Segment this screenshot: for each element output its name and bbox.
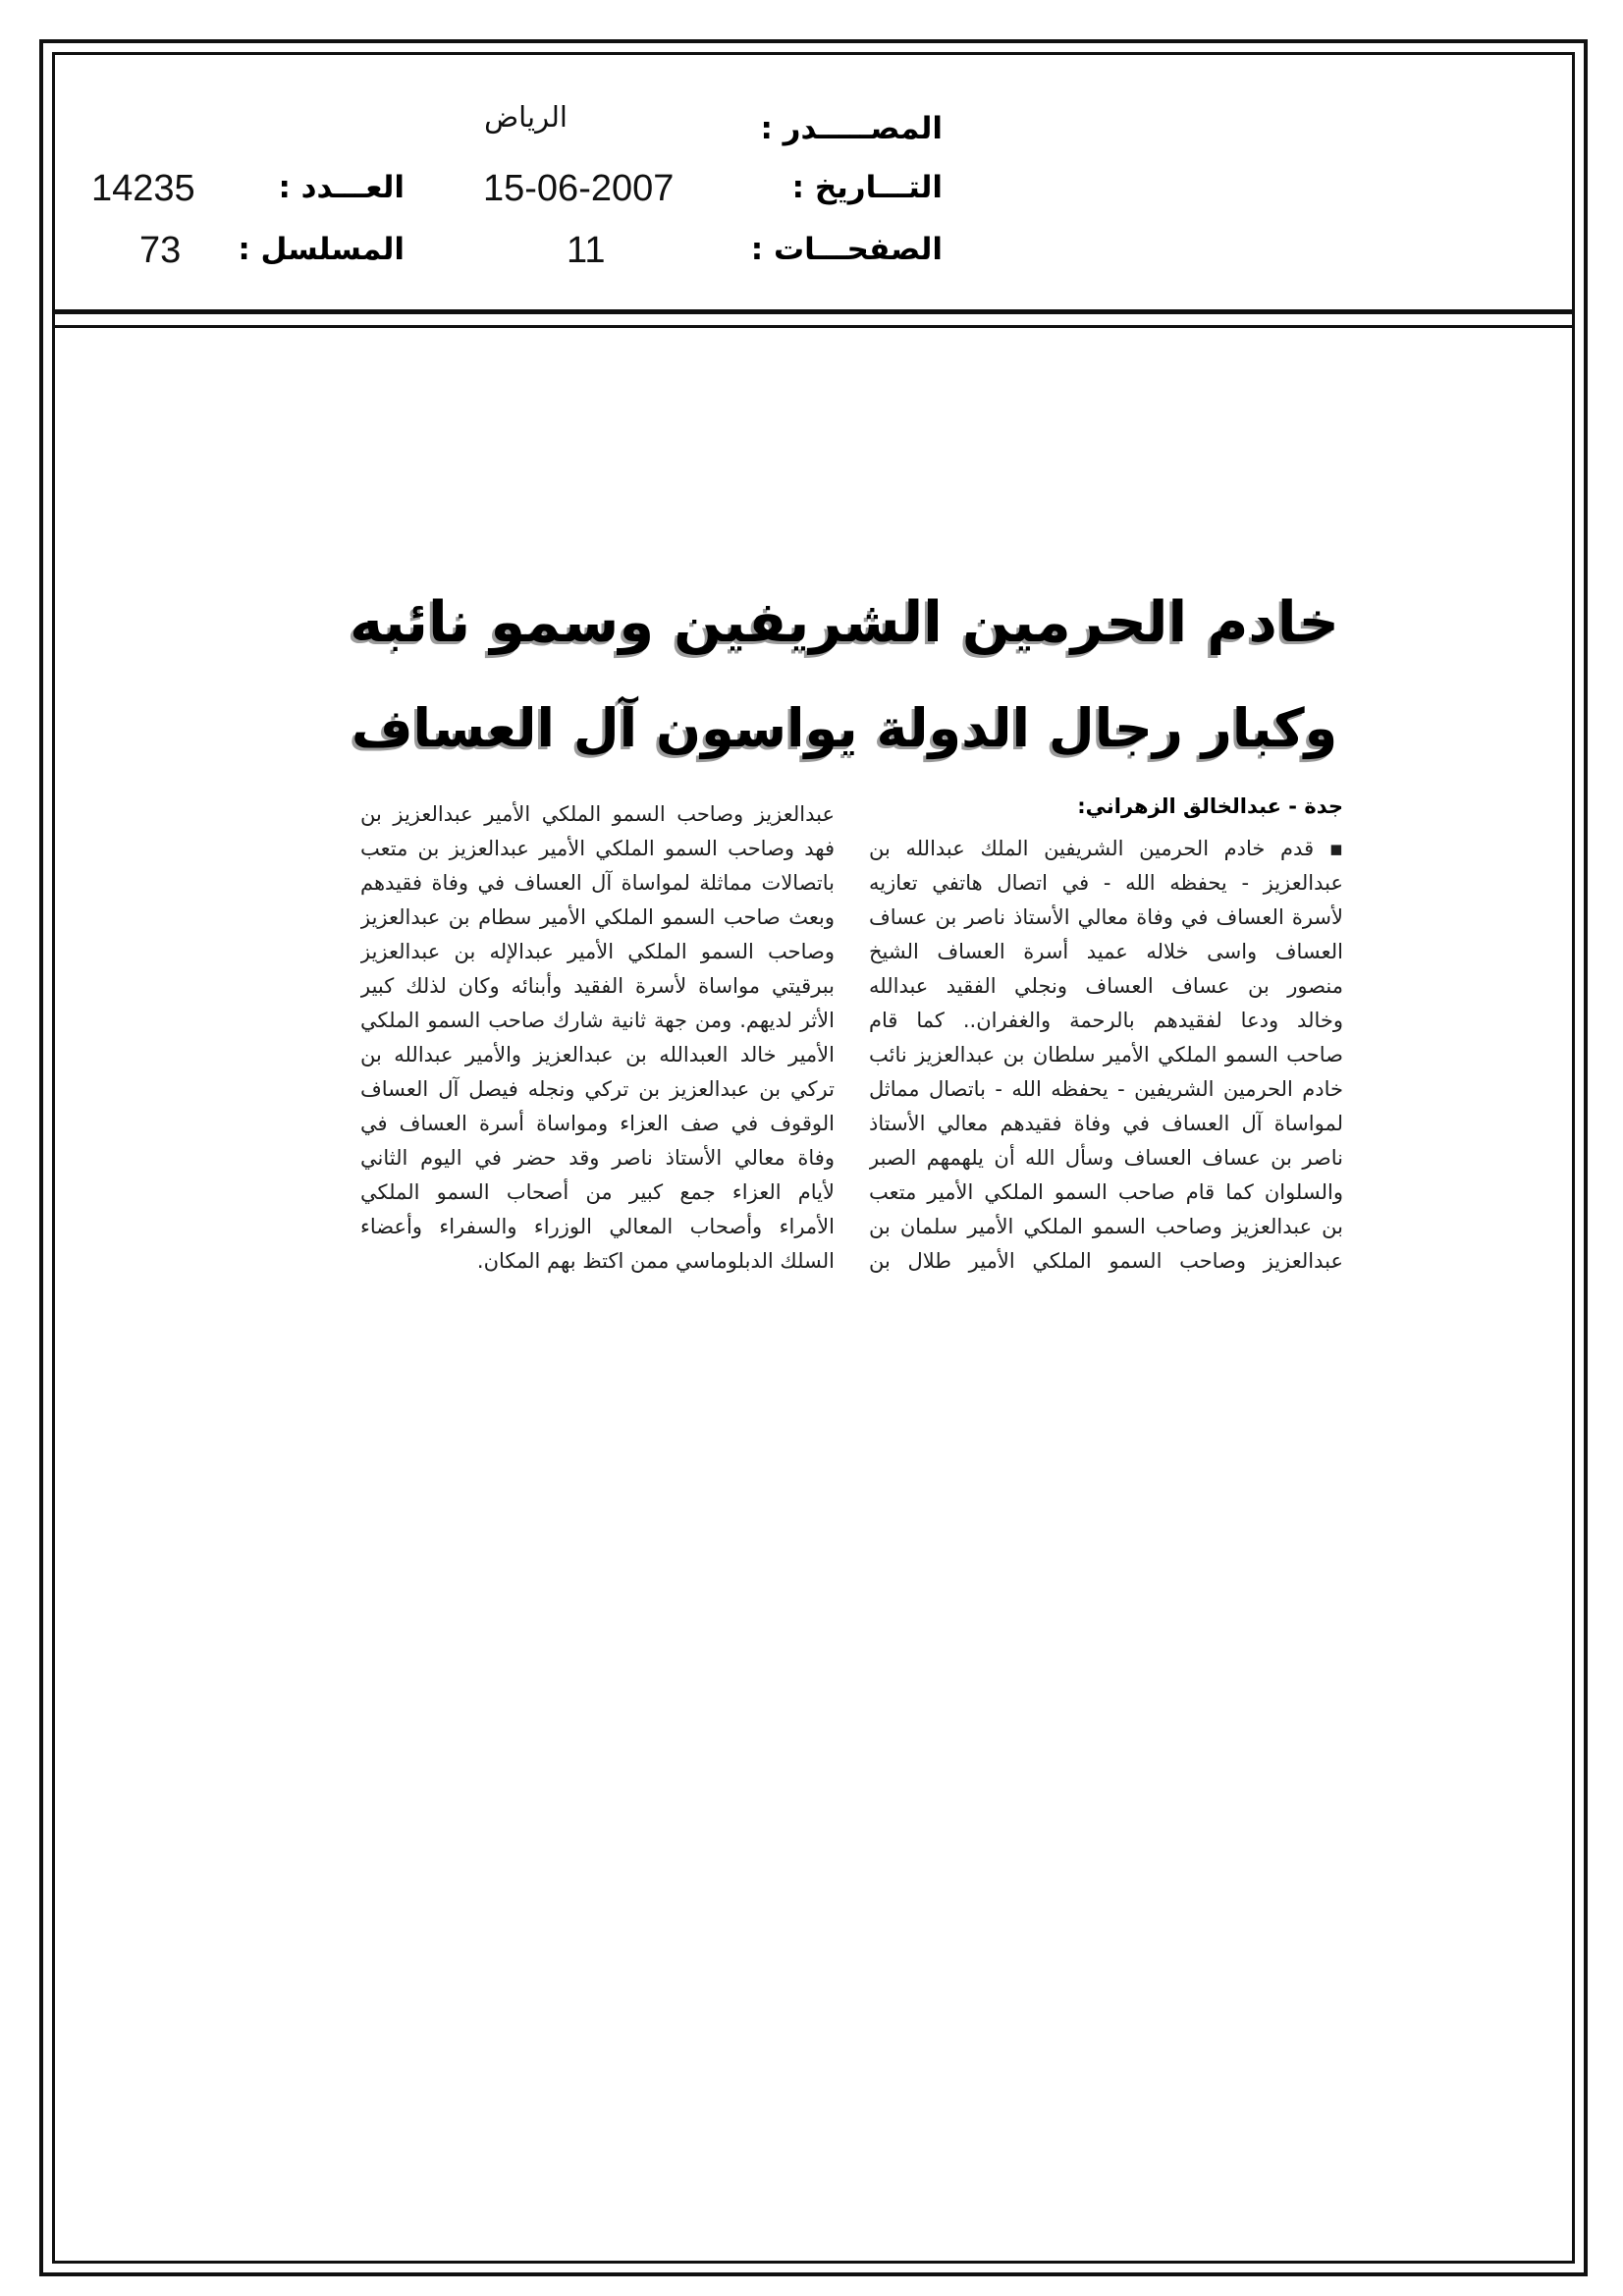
article-text-line: منصور بن عساف العساف ونجلي الفقيد عبدالله — [869, 974, 1343, 998]
pages-label: الصفحـــات : — [750, 232, 943, 267]
clipping-header — [0, 0, 1623, 334]
date-label: التـــاريخ : — [791, 170, 943, 205]
article-text-line: باتصالات مماثلة لمواساة آل العساف في وفاة فقيدهم — [360, 871, 835, 895]
article-text-line: بن عبدالعزيز وصاحب السمو الملكي الأمير سلمان بن — [869, 1215, 1343, 1238]
article-text-line: ناصر بن عساف العساف وسأل الله أن يلهمهم الصبر — [869, 1146, 1343, 1170]
article-text-line: وخالد ودعا لفقيدهم بالرحمة والغفران.. كما قام — [869, 1009, 1343, 1032]
article-text-line: وبعث صاحب السمو الملكي الأمير سطام بن عبدالعزيز — [360, 905, 835, 929]
article-text-line: الأثر لديهم. ومن جهة ثانية شارك صاحب السمو الملكي — [360, 1009, 835, 1032]
headline-line: خادم الحرمين الشريفين وسمو نائبه — [350, 589, 1339, 655]
date-value: 15-06-2007 — [483, 168, 675, 209]
issue-number-value: 14235 — [91, 168, 195, 209]
article-text-line: فهد وصاحب السمو الملكي الأمير عبدالعزيز بن متعب — [360, 837, 835, 860]
pages-value: 11 — [567, 230, 606, 271]
article-text-line: عبدالعزيز وصاحب السمو الملكي الأمير عبدالعزيز بن — [360, 802, 835, 826]
article-text-line: عبدالعزيز وصاحب السمو الملكي الأمير طلال بن — [869, 1249, 1343, 1273]
article-column-right — [869, 790, 1343, 1279]
article-text-line: ▪ قدم خادم الحرمين الشريفين الملك عبدالله بن — [869, 837, 1343, 860]
article-byline: جدة - عبدالخالق الزهراني: — [1077, 794, 1343, 818]
article-text-line: السلك الدبلوماسي ممن اكتظ بهم المكان. — [476, 1249, 835, 1273]
article-text-line: خادم الحرمين الشريفين - يحفظه الله - باتصال مماثل — [869, 1077, 1343, 1101]
article-text-line: وفاة معالي الأستاذ ناصر وقد حضر في اليوم الثاني — [360, 1146, 835, 1170]
article-text-line: صاحب السمو الملكي الأمير سلطان بن عبدالعزيز نائب — [869, 1043, 1343, 1066]
article-text-line: ببرقيتي مواساة لأسرة الفقيد وأبنائه وكان لذلك كبير — [360, 974, 835, 998]
headline-line: وكبار رجال الدولة يواسون آل العساف — [351, 697, 1338, 759]
article-text-line: لأسرة العساف في وفاة معالي الأستاذ ناصر بن عساف — [869, 905, 1343, 929]
article-text-line: العساف واسى خلاله عميد أسرة العساف الشيخ — [869, 940, 1343, 963]
article-headline — [349, 570, 1340, 782]
article-text-line: لأيام العزاء جمع كبير من أصحاب السمو الملكي — [360, 1180, 835, 1204]
article-column-left — [360, 797, 835, 1279]
article-text-line: عبدالعزيز - يحفظه الله - في اتصال هاتفي تعازيه — [869, 871, 1343, 895]
article-text-line: والسلوان كما قام صاحب السمو الملكي الأمير متعب — [869, 1180, 1343, 1204]
source-value: الرياض — [484, 100, 568, 134]
article-text-line: الأمراء وأصحاب المعالي الوزراء والسفراء وأعضاء — [360, 1215, 835, 1238]
serial-label: المسلسل : — [238, 232, 405, 267]
serial-value: 73 — [139, 230, 182, 271]
issue-number-label: العـــدد : — [278, 170, 405, 205]
article-text-line: تركي بن عبدالعزيز بن تركي ونجله فيصل آل العساف — [360, 1077, 835, 1101]
source-label: المصـــــدر : — [760, 111, 943, 146]
article-text-line: وصاحب السمو الملكي الأمير عبدالإله بن عبدالعزيز — [360, 940, 835, 963]
article-text-line: لمواساة آل العساف في وفاة فقيدهم معالي الأستاذ — [869, 1112, 1343, 1135]
article-text-line: الوقوف في صف العزاء ومواساة أسرة العساف في — [360, 1112, 835, 1135]
article-text-line: الأمير خالد العبدالله بن عبدالعزيز والأمير عبدالله بن — [360, 1043, 835, 1066]
